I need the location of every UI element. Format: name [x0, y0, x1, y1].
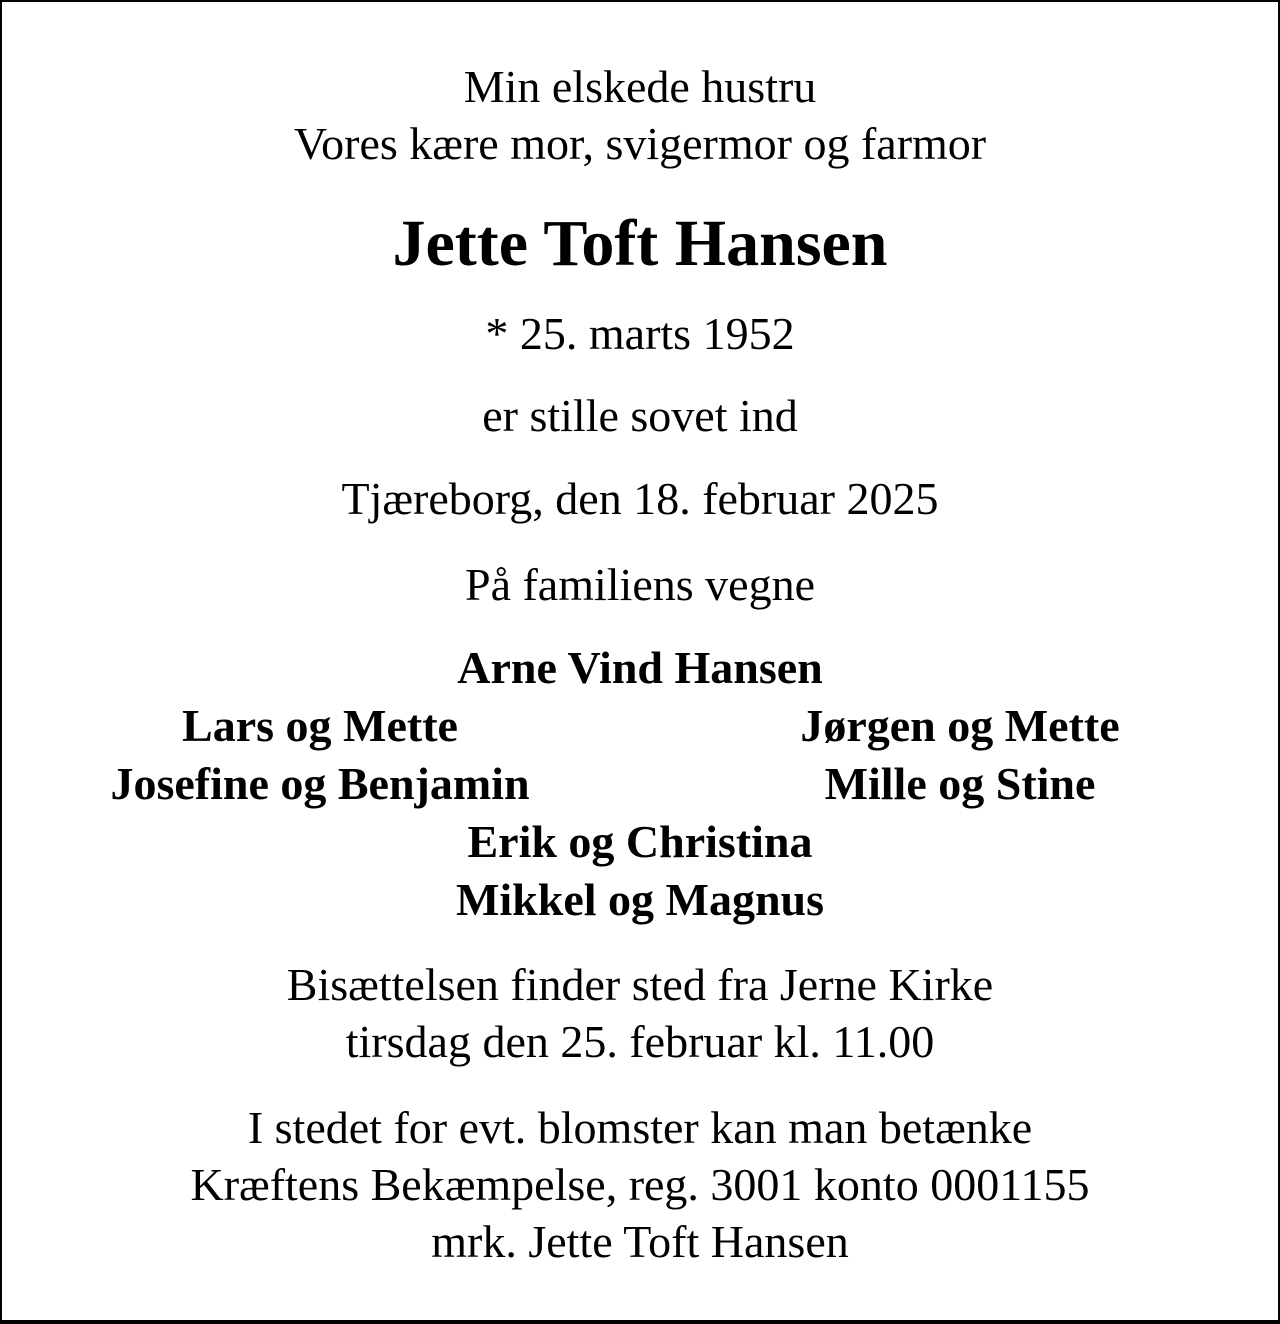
donation-line-1: I stedet for evt. blomster kan man betænke: [247, 1102, 1033, 1153]
header-line-2: Vores kære mor, svigermor og farmor: [293, 118, 987, 169]
family-center-2: Mikkel og Magnus: [455, 874, 825, 925]
deceased-name: Jette Toft Hansen: [392, 207, 888, 280]
birth-date: * 25. marts 1952: [485, 308, 795, 359]
funeral-line-2: tirsdag den 25. februar kl. 11.00: [345, 1016, 935, 1067]
family-left-1: Lars og Mette: [182, 700, 458, 751]
funeral-line-1: Bisættelsen finder sted fra Jerne Kirke: [286, 959, 994, 1010]
passing-text: er stille sovet ind: [482, 390, 798, 441]
spouse-name: Arne Vind Hansen: [457, 642, 823, 693]
family-right-1: Jørgen og Mette: [800, 700, 1120, 751]
donation-line-3: mrk. Jette Toft Hansen: [431, 1216, 849, 1267]
family-right-2: Mille og Stine: [824, 758, 1096, 809]
header-line-1: Min elskede hustru: [463, 61, 817, 112]
family-intro: På familiens vegne: [464, 559, 815, 610]
family-center-1: Erik og Christina: [467, 816, 813, 867]
family-left-2: Josefine og Benjamin: [110, 758, 530, 809]
donation-line-2: Kræftens Bekæmpelse, reg. 3001 konto 0001155: [190, 1159, 1090, 1210]
place-and-date: Tjæreborg, den 18. februar 2025: [341, 473, 939, 524]
